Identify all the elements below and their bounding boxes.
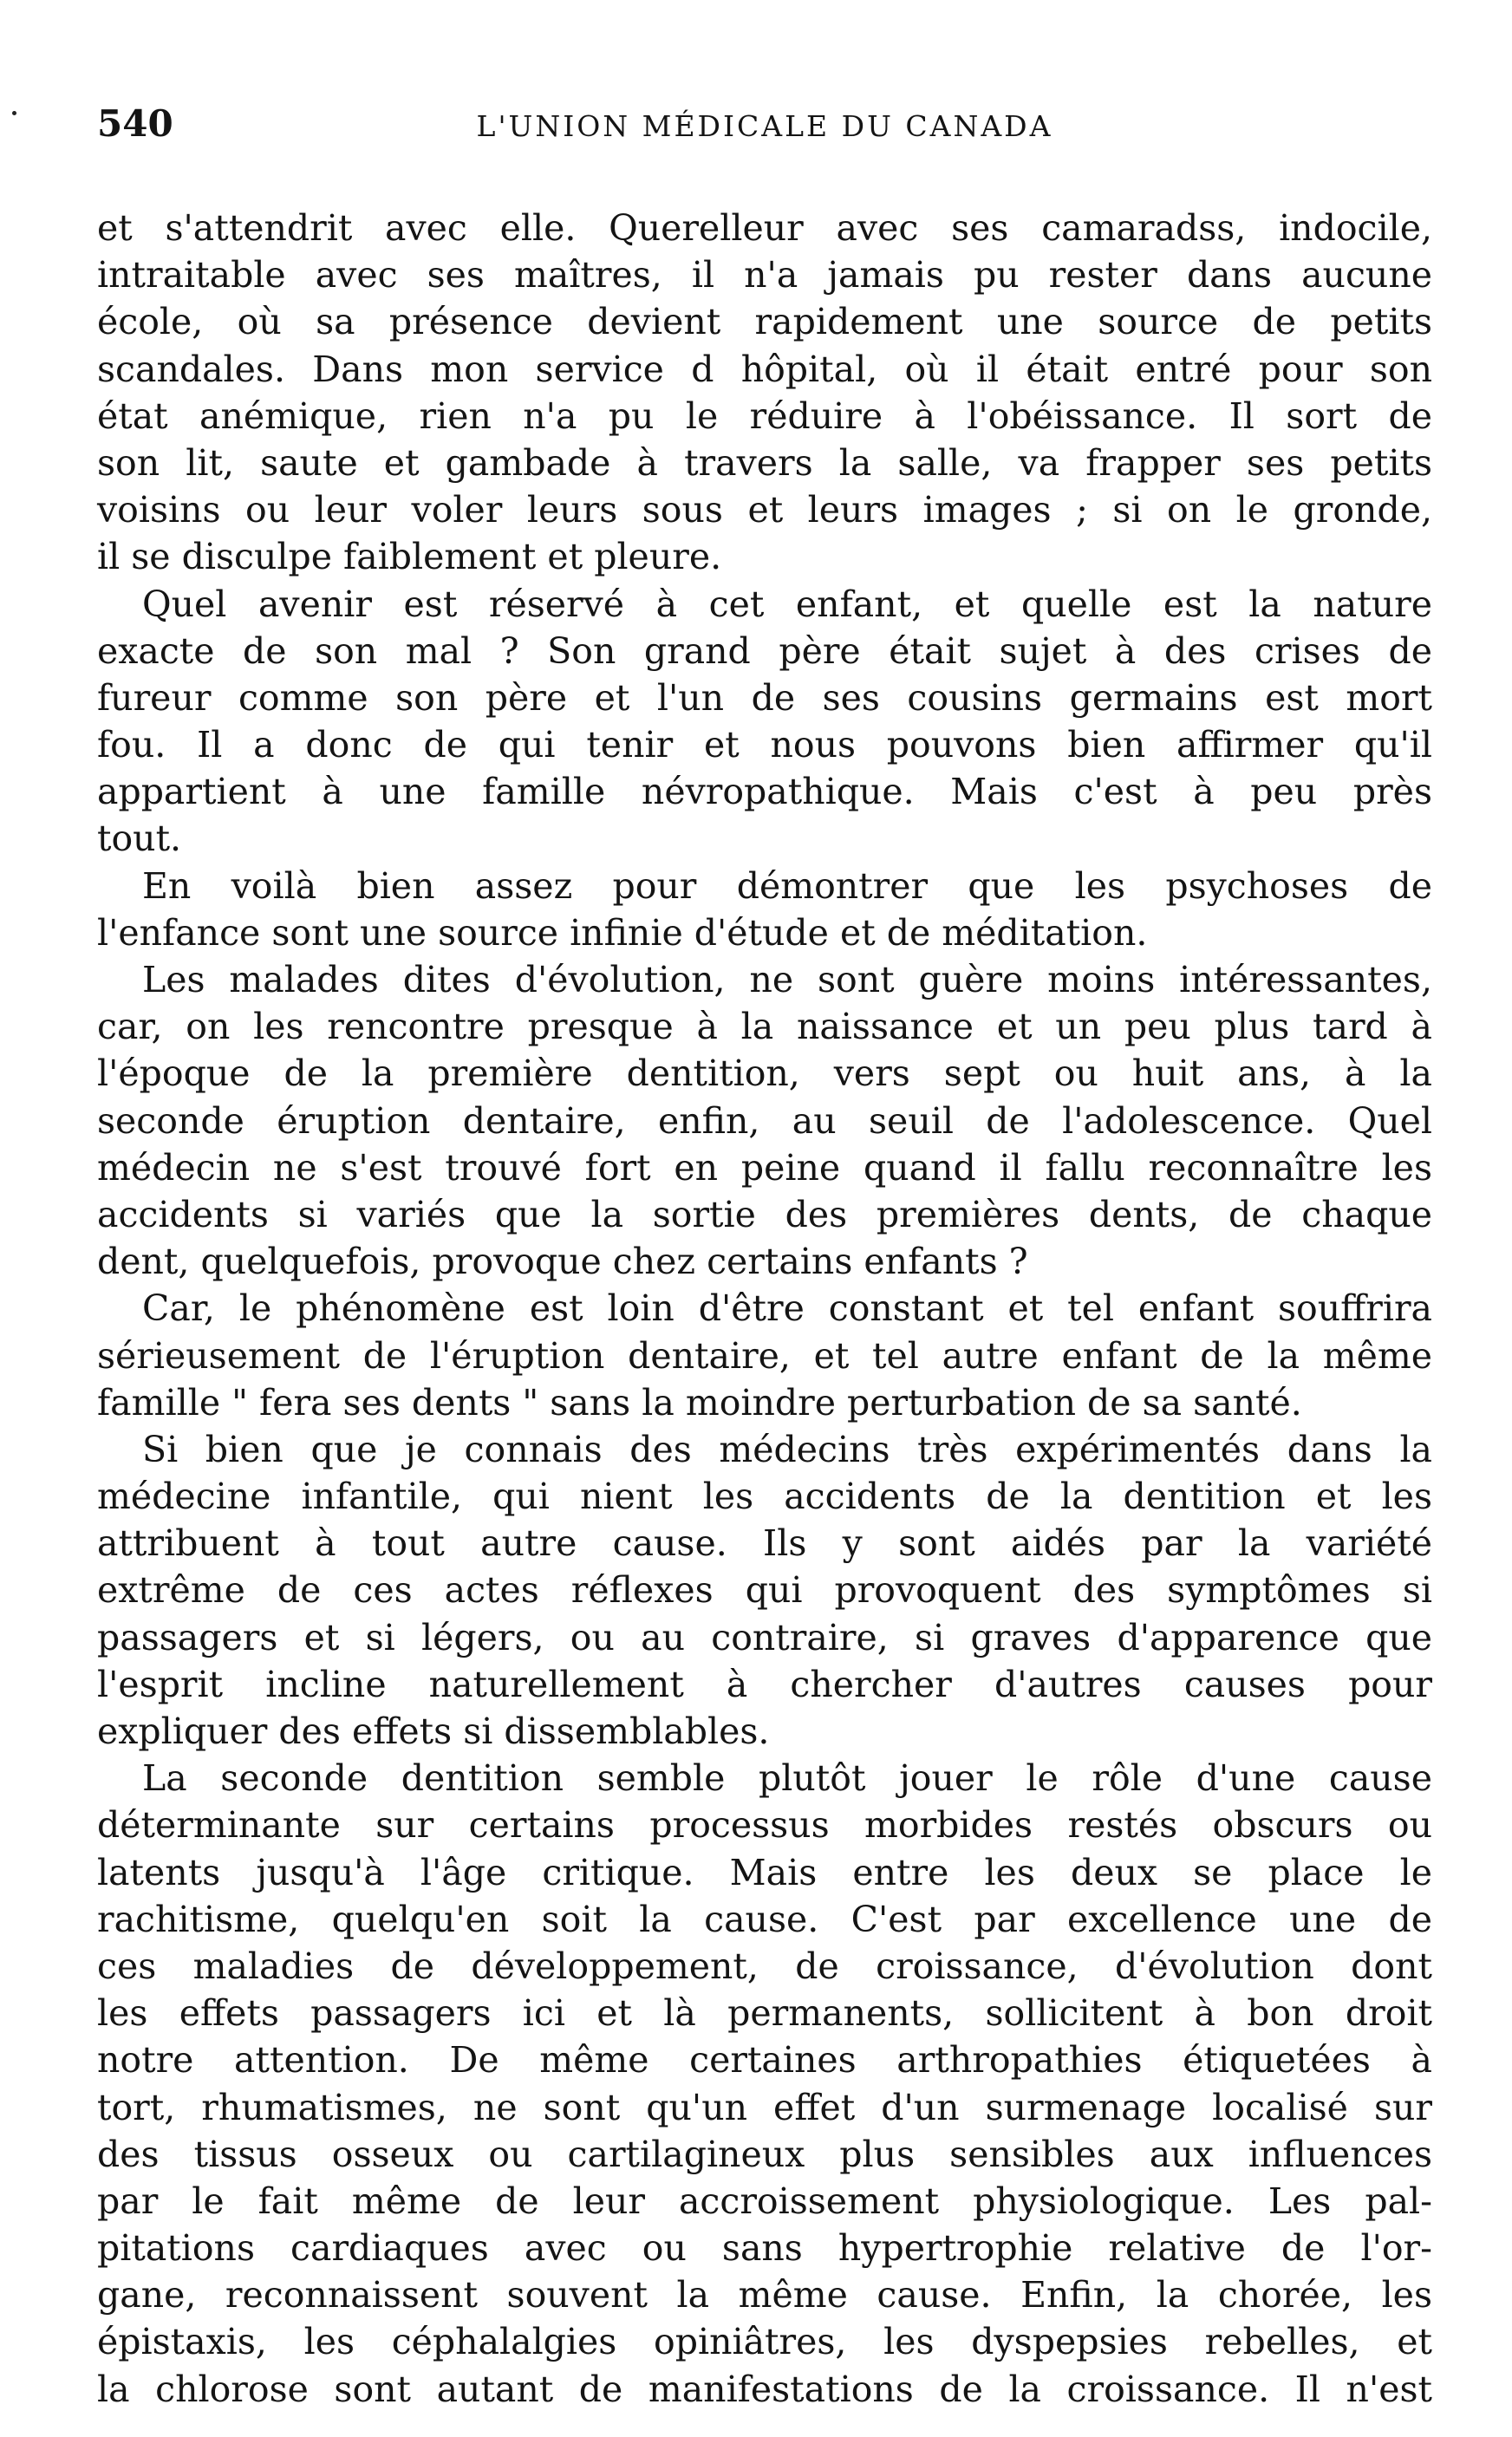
text-line: accidents si variés que la sortie des premières dents, de chaque [97,1193,1432,1235]
text-line: état anémique, rien n'a pu le réduire à l'obéissance. Il sort de [97,394,1432,437]
text-line: Quel avenir est réservé à cet enfant, et quelle est la nature [142,583,1432,625]
text-line: passagers et si légers, ou au contraire, si graves d'apparence que [97,1616,1432,1658]
text-line: son lit, saute et gambade à travers la salle, va frapper ses petits [97,441,1432,484]
text-line: école, où sa présence devient rapidement une source de petits [97,301,1432,343]
text-line: sérieusement de l'éruption dentaire, et tel autre enfant de la même [97,1334,1432,1377]
text-line: scandales. Dans mon service d hôpital, où il était entré pour son [97,348,1432,390]
text-line: l'enfance sont une source infinie d'étude et de méditation. [97,911,1148,954]
text-line: Les malades dites d'évolution, ne sont guère moins intéressantes, [142,959,1432,1000]
text-line: déterminante sur certains processus morbides restés obscurs ou [97,1804,1432,1847]
text-line: il se disculpe faiblement et pleure. [97,536,722,578]
text-line: dent, quelquefois, provoque chez certains enfants ? [97,1241,1028,1283]
text-line: extrême de ces actes réflexes qui provoquent des symptômes si [97,1569,1432,1612]
text-line: famille " fera ses dents " sans la moindre perturbation de sa santé. [97,1381,1302,1424]
text-line: ces maladies de développement, de croissance, d'évolution dont [97,1945,1432,1987]
text-line: voisins ou leur voler leurs sous et leurs images ; si on le gronde, [97,489,1432,531]
text-line: notre attention. De même certaines arthropathies étiquetées à [97,2039,1432,2082]
text-line: Car, le phénomène est loin d'être constant et tel enfant souffrira [142,1287,1432,1330]
document-page [97,102,1432,2413]
text-line: gane, reconnaissent souvent la même cause. Enfin, la chorée, les [97,2274,1432,2316]
text-line: tout. [97,818,182,860]
text-line: et s'attendrit avec elle. Querelleur avec ses camaradss, indocile, [97,207,1432,249]
text-line: épistaxis, les céphalalgies opiniâtres, les dyspepsies rebelles, et [97,2321,1432,2363]
text-line: expliquer des effets si dissemblables. [97,1710,770,1752]
text-line: fou. Il a donc de qui tenir et nous pouvons bien affirmer qu'il [97,724,1432,766]
text-line: attribuent à tout autre cause. Ils y sont aidés par la variété [97,1522,1432,1565]
body-text [97,205,1432,2413]
text-line: La seconde dentition semble plutôt jouer le rôle d'une cause [142,1757,1432,1800]
text-line: médecin ne s'est trouvé fort en peine quand il fallu reconnaître les [97,1146,1432,1189]
text-line: rachitisme, quelqu'en soit la cause. C'est par excellence une de [97,1898,1432,1940]
print-speck [12,111,16,115]
page-header [97,102,1432,172]
running-title: L'UNION MÉDICALE DU CANADA [476,109,1053,143]
text-line: l'esprit incline naturellement à chercher d'autres causes pour [97,1663,1432,1705]
page-number: 540 [97,102,173,145]
text-line: les effets passagers ici et là permanents, sollicitent à bon droit [97,1992,1432,2035]
text-line: la chlorose sont autant de manifestations de la croissance. Il n'est [97,2368,1432,2410]
text-line: des tissus osseux ou cartilagineux plus sensibles aux influences [97,2133,1432,2175]
text-line: appartient à une famille névropathique. Mais c'est à peu près [97,771,1432,813]
text-line: fureur comme son père et l'un de ses cousins germains est mort [97,676,1432,719]
text-line: par le fait même de leur accroissement physiologique. Les pal- [97,2180,1432,2222]
text-line: exacte de son mal ? Son grand père était sujet à des crises de [97,629,1432,672]
text-line: tort, rhumatismes, ne sont qu'un effet d'un surmenage localisé sur [97,2086,1432,2128]
text-line: Si bien que je connais des médecins très expérimentés dans la [142,1428,1432,1470]
text-line: En voilà bien assez pour démontrer que les psychoses de [142,864,1432,907]
text-line: médecine infantile, qui nient les accidents de la dentition et les [97,1476,1432,1518]
text-line: seconde éruption dentaire, enfin, au seuil de l'adolescence. Quel [97,1099,1432,1142]
text-line: pitations cardiaques avec ou sans hypertrophie relative de l'or- [97,2227,1432,2270]
text-line: intraitable avec ses maîtres, il n'a jamais pu rester dans aucune [97,254,1432,296]
text-line: car, on les rencontre presque à la naissance et un peu plus tard à [97,1006,1432,1048]
text-line: l'époque de la première dentition, vers sept ou huit ans, à la [97,1052,1432,1095]
text-line: latents jusqu'à l'âge critique. Mais entre les deux se place le [97,1851,1432,1893]
